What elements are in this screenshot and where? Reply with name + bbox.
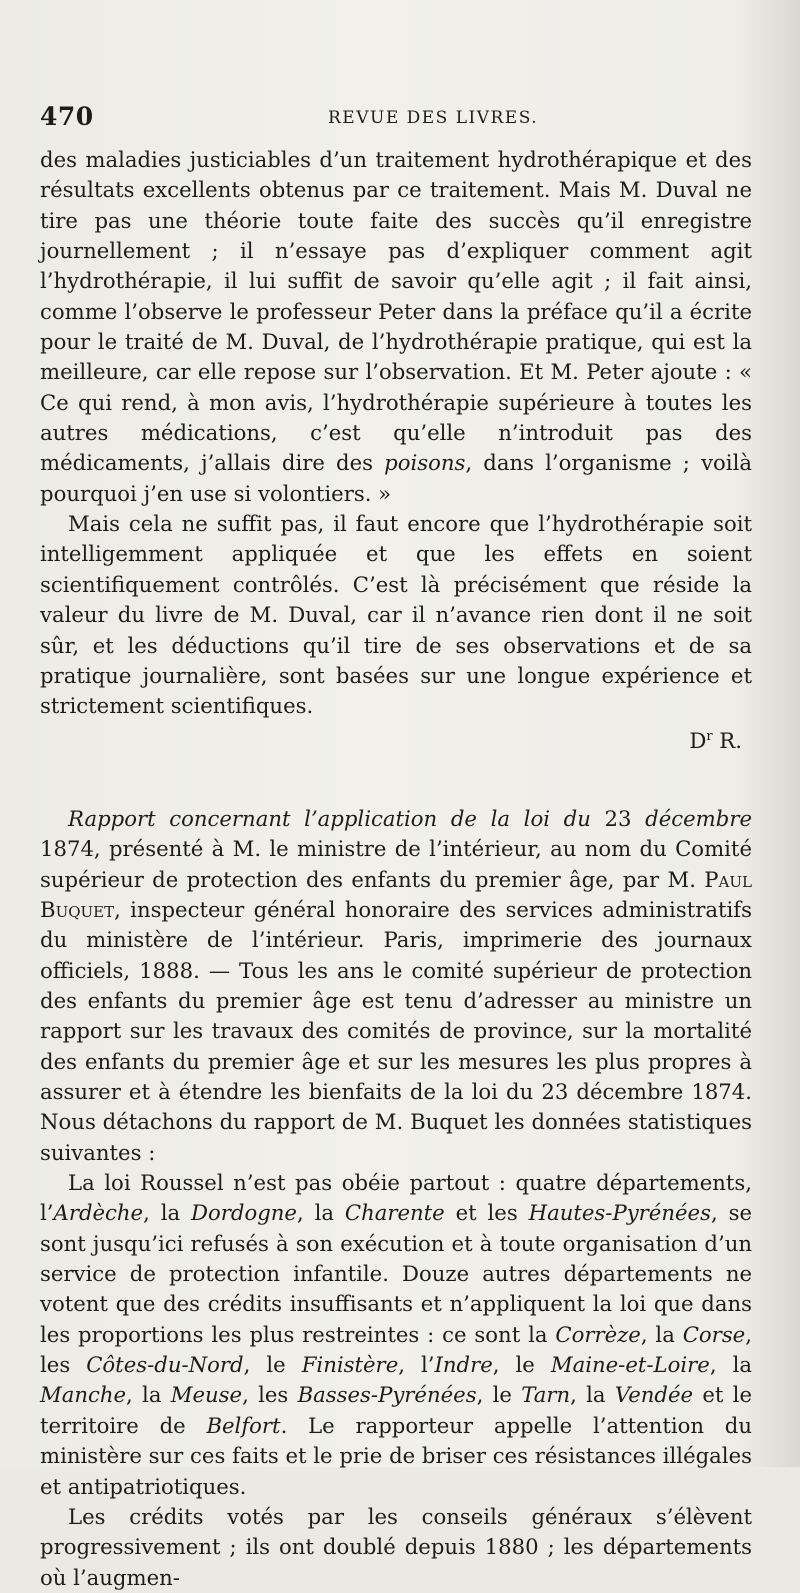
signature: $D^r$ R. [689,727,742,753]
review-title: Rapport concernant l’application de la loi du [68,805,591,831]
page-header [40,102,760,142]
review-two-paragraph-2: La loi Roussel n’est pas obéie partout : quatre départements, l’Ardèche, la Dordogne, la Charente et les Hautes-Pyrénées, se sont jusqu’ici refusés à son exécution et à toute organisation d’un service de protection infantile. Douze autres départements ne votent que des crédits insuffisants et n’appliquent la loi que dans les proportions les plus restreintes : ce sont la Corrèze, la Corse, les Côtes-du-Nord, le Finistère, l’Indre, le Maine-et-Loire, la Manche, la Meuse, les Basses-Pyrénées, le Tarn, la Vendée et le territoire de Belfort. Le rapporteur appelle l’attention du ministère sur ces faits et le prie de briser ces résistances illégales et antipatriotiques. [40,1170,752,1499]
review-one-paragraph-2: Mais cela ne suffit pas, il faut encore que l’hydrothérapie soit intelligemment appliquée et que les effets en soient scientifiquement contrôlés. C’est là précisément que réside la valeur du livre de M. Duval, car il n’avance rien dont il ne soit sûr, et les déductions qu’il tire de ses observations et de sa pratique journalière, sont basées sur une longue expérience et strictement scientifiques. [40,511,752,719]
running-head: REVUE DES LIVRES. [328,108,539,128]
page-number: 470 [40,102,94,131]
review-two-paragraph-3: Les crédits votés par les conseils généraux s’élèvent progressivement ; ils ont doublé depuis 1880 ; les départements où l’augmen- [40,1503,752,1590]
italic-term: poisons [384,450,466,476]
review-two-paragraph-1: Rapport concernant l’application de la loi du 23 décembre 1874, présenté à M. le ministre de l’intérieur, au nom du Comité supérieur de protection des enfants du premier âge, par M. Paul Buquet, inspecteur général honoraire des services administratifs du ministère de l’intérieur. Paris, imprimerie des journaux officiels, 1888. — Tous les ans le comité supérieur de protection des enfants du premier âge est tenu d’adresser au ministre un rapport sur les travaux des comités de province, sur la mortalité des enfants du premier âge et sur les mesures les plus propres à assurer et à étendre les bienfaits de la loi du 23 décembre 1874. Nous détachons du rapport de M. Buquet les données statistiques suivantes : [40,805,752,1165]
section-gap [40,756,752,804]
text-block [40,145,752,1593]
review-one-paragraph-1: des maladies justiciables d’un traitement hydrothérapique et des résultats excellents obtenus par ce traitement. Mais M. Duval ne tire pas une théorie toute faite des succès qu’il enregistre journellement ; il n’essaye pas d’expliquer comment agit l’hydrothérapie, il lui suffit de savoir qu’elle agit ; il fait ainsi, comme l’observe le professeur Peter dans la préface qu’il a écrite pour le traité de M. Duval, de l’hydrothérapie pratique, qui est la meilleure, car elle repose sur l’observation. Et M. Peter ajoute : « Ce qui rend, à mon avis, l’hydrothérapie supérieure à toutes les autres médications, c’est qu’elle n’introduit pas des médicaments, j’allais dire des poisons, dans l’organisme ; voilà pourquoi j’en use si volontiers. » [40,147,752,506]
author-name: Paul Buquet [40,866,752,922]
